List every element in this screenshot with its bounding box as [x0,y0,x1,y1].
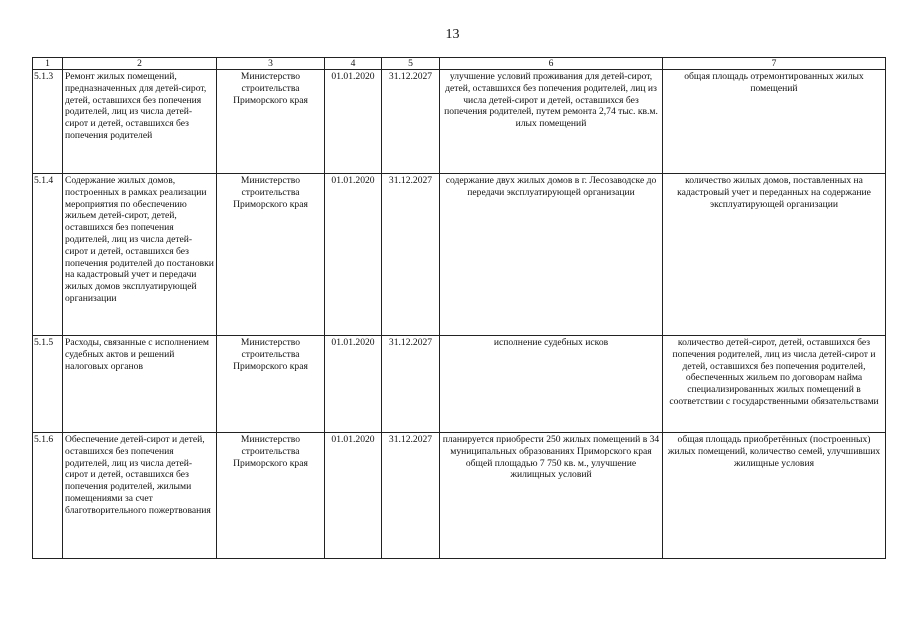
header-cell-2: 2 [63,58,217,70]
expected-result: улучшение условий проживания для детей-сирот, детей, оставшихся без попечения родителей, лиц из числа детей-сирот и детей, оставшихся без попечения родителей, путем ремонта 2,74 тыс. кв.м. илых помещений [440,70,663,174]
row-number: 5.1.3 [33,70,63,174]
header-cell-4: 4 [325,58,382,70]
table-row [33,336,886,433]
executor: Министерство строительства Приморского края [217,174,325,336]
page-number: 13 [445,27,460,42]
table-row [33,174,886,336]
indicator: общая площадь приобретённых (построенных) жилых помещений, количество семей, улучшивших жилищные условия [663,433,886,559]
start-date: 01.01.2020 [325,70,382,174]
activity-name: Обеспечение детей-сирот и детей, оставшихся без попечения родителей, лиц из числа детей-сирот и детей, оставшихся без попечения родителей, жилыми помещениями за счет благотворительного пожертвования [63,433,217,559]
row-number: 5.1.5 [33,336,63,433]
end-date: 31.12.2027 [382,433,440,559]
expected-result: планируется приобрести 250 жилых помещений в 34 муниципальных образованиях Приморского края общей площадью 7 750 кв. м., улучшение жилищных условий [440,433,663,559]
activity-name: Ремонт жилых помещений, предназначенных для детей-сирот, детей, оставшихся без попечения родителей, лиц из числа детей-сирот и детей, оставшихся без попечения родителей [63,70,217,174]
end-date: 31.12.2027 [382,174,440,336]
start-date: 01.01.2020 [325,433,382,559]
activity-name: Содержание жилых домов, построенных в рамках реализации мероприятия по обеспечению жильем детей-сирот, детей, оставшихся без попечения родителей, лиц из числа детей-сирот и детей, оставшихся без попечения родителей до постановки на кадастровый учет и передачи жилых домов эксплуатирующей организации [63,174,217,336]
row-number: 5.1.6 [33,433,63,559]
header-cell-1: 1 [33,58,63,70]
activity-name: Расходы, связанные с исполнением судебных актов и решений налоговых органов [63,336,217,433]
header-cell-5: 5 [382,58,440,70]
expected-result: содержание двух жилых домов в г. Лесозаводске до передачи эксплуатирующей организации [440,174,663,336]
start-date: 01.01.2020 [325,174,382,336]
executor: Министерство строительства Приморского края [217,336,325,433]
header-cell-3: 3 [217,58,325,70]
executor: Министерство строительства Приморского края [217,433,325,559]
header-cell-7: 7 [663,58,886,70]
indicator: количество жилых домов, поставленных на кадастровый учет и переданных на содержание эксплуатирующей организации [663,174,886,336]
row-number: 5.1.4 [33,174,63,336]
indicator: общая площадь отремонтированных жилых помещений [663,70,886,174]
start-date: 01.01.2020 [325,336,382,433]
table-row [33,70,886,174]
expected-result: исполнение судебных исков [440,336,663,433]
table-row [33,433,886,559]
table-header-row [33,58,886,70]
executor: Министерство строительства Приморского края [217,70,325,174]
header-cell-6: 6 [440,58,663,70]
end-date: 31.12.2027 [382,70,440,174]
indicator: количество детей-сирот, детей, оставшихся без попечения родителей, лиц из числа детей-сирот и детей, оставшихся без попечения родителей, обеспеченных жильем по договорам найма специализированных жилых помещений в соответствии с государственными обязательствами [663,336,886,433]
end-date: 31.12.2027 [382,336,440,433]
activities-table [32,57,886,559]
